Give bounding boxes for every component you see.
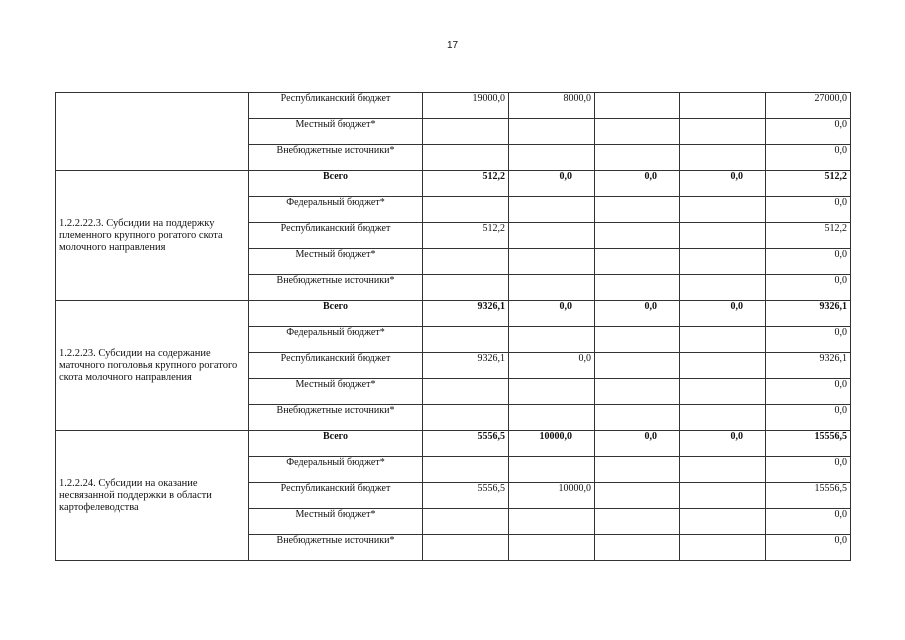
table-row (56, 171, 851, 197)
budget-source-cell: Республиканский бюджет (249, 353, 423, 379)
value-cell (595, 197, 680, 223)
value-cell: 10000,0 (509, 483, 595, 509)
value-cell (680, 93, 766, 119)
value-cell: 0,0 (595, 171, 680, 197)
value-cell: 9326,1 (766, 353, 851, 379)
table-row (56, 431, 851, 457)
value-cell (509, 535, 595, 561)
value-cell: 27000,0 (766, 93, 851, 119)
value-cell: 0,0 (766, 405, 851, 431)
value-cell: 8000,0 (509, 93, 595, 119)
value-cell (680, 509, 766, 535)
value-cell (423, 509, 509, 535)
budget-source-cell: Внебюджетные источники* (249, 405, 423, 431)
value-cell: 0,0 (766, 509, 851, 535)
budget-source-cell: Республиканский бюджет (249, 93, 423, 119)
measure-cell: 1.2.2.24. Субсидии на оказание несвязанной поддержки в области картофелеводства (56, 431, 249, 561)
budget-source-cell: Внебюджетные источники* (249, 275, 423, 301)
value-cell: 15556,5 (766, 483, 851, 509)
value-cell: 0,0 (766, 145, 851, 171)
value-cell: 0,0 (509, 171, 595, 197)
value-cell: 0,0 (595, 301, 680, 327)
value-cell (423, 145, 509, 171)
value-cell (509, 509, 595, 535)
value-cell (680, 405, 766, 431)
budget-source-cell: Местный бюджет* (249, 249, 423, 275)
budget-source-cell: Федеральный бюджет* (249, 197, 423, 223)
value-cell (680, 327, 766, 353)
value-cell: 512,2 (766, 223, 851, 249)
value-cell (509, 223, 595, 249)
value-cell (680, 197, 766, 223)
budget-source-cell: Федеральный бюджет* (249, 457, 423, 483)
value-cell (423, 535, 509, 561)
value-cell (595, 509, 680, 535)
budget-table (55, 92, 851, 561)
value-cell (595, 145, 680, 171)
budget-table-body (56, 93, 851, 561)
table-row (56, 301, 851, 327)
budget-source-cell: Местный бюджет* (249, 119, 423, 145)
value-cell: 0,0 (766, 379, 851, 405)
value-cell (509, 249, 595, 275)
budget-source-cell: Внебюджетные источники* (249, 535, 423, 561)
value-cell: 0,0 (766, 197, 851, 223)
value-cell (680, 275, 766, 301)
value-cell: 512,2 (423, 171, 509, 197)
value-cell (595, 119, 680, 145)
value-cell: 0,0 (509, 301, 595, 327)
value-cell (595, 379, 680, 405)
value-cell (423, 379, 509, 405)
value-cell: 0,0 (766, 249, 851, 275)
value-cell (509, 119, 595, 145)
table-row (56, 93, 851, 119)
value-cell (423, 457, 509, 483)
value-cell (423, 249, 509, 275)
budget-source-cell: Внебюджетные источники* (249, 145, 423, 171)
value-cell (680, 379, 766, 405)
value-cell (423, 405, 509, 431)
value-cell: 0,0 (766, 119, 851, 145)
value-cell: 9326,1 (423, 301, 509, 327)
budget-source-cell: Республиканский бюджет (249, 223, 423, 249)
measure-cell: 1.2.2.22.3. Субсидии на поддержку племенного крупного рогатого скота молочного направления (56, 171, 249, 301)
budget-source-cell: Местный бюджет* (249, 509, 423, 535)
value-cell: 19000,0 (423, 93, 509, 119)
value-cell (509, 197, 595, 223)
value-cell: 0,0 (766, 327, 851, 353)
budget-source-cell: Местный бюджет* (249, 379, 423, 405)
value-cell (423, 275, 509, 301)
measure-cell-continued (56, 93, 249, 171)
value-cell: 0,0 (680, 171, 766, 197)
value-cell: 5556,5 (423, 483, 509, 509)
value-cell: 0,0 (680, 431, 766, 457)
value-cell (680, 145, 766, 171)
value-cell (680, 249, 766, 275)
value-cell: 9326,1 (766, 301, 851, 327)
value-cell (595, 535, 680, 561)
budget-source-cell: Всего (249, 431, 423, 457)
value-cell: 0,0 (766, 457, 851, 483)
value-cell: 5556,5 (423, 431, 509, 457)
value-cell (595, 483, 680, 509)
value-cell: 9326,1 (423, 353, 509, 379)
value-cell: 0,0 (509, 353, 595, 379)
value-cell: 0,0 (766, 275, 851, 301)
value-cell (595, 223, 680, 249)
value-cell (509, 379, 595, 405)
value-cell (423, 327, 509, 353)
value-cell (680, 119, 766, 145)
value-cell (509, 275, 595, 301)
measure-cell: 1.2.2.23. Субсидии на содержание маточного поголовья крупного рогатого скота молочного направления (56, 301, 249, 431)
value-cell: 10000,0 (509, 431, 595, 457)
value-cell (509, 457, 595, 483)
value-cell (680, 223, 766, 249)
value-cell (595, 353, 680, 379)
value-cell: 512,2 (423, 223, 509, 249)
budget-source-cell: Всего (249, 171, 423, 197)
value-cell (680, 353, 766, 379)
value-cell (595, 405, 680, 431)
value-cell (509, 405, 595, 431)
value-cell (509, 327, 595, 353)
value-cell: 0,0 (680, 301, 766, 327)
value-cell: 0,0 (766, 535, 851, 561)
value-cell (680, 483, 766, 509)
budget-source-cell: Республиканский бюджет (249, 483, 423, 509)
value-cell: 512,2 (766, 171, 851, 197)
value-cell (423, 197, 509, 223)
value-cell (595, 327, 680, 353)
value-cell: 0,0 (595, 431, 680, 457)
value-cell (595, 457, 680, 483)
value-cell (680, 457, 766, 483)
budget-source-cell: Всего (249, 301, 423, 327)
value-cell: 15556,5 (766, 431, 851, 457)
value-cell (509, 145, 595, 171)
value-cell (595, 93, 680, 119)
value-cell (680, 535, 766, 561)
budget-source-cell: Федеральный бюджет* (249, 327, 423, 353)
page-number: 17 (446, 40, 459, 51)
value-cell (423, 119, 509, 145)
value-cell (595, 275, 680, 301)
value-cell (595, 249, 680, 275)
